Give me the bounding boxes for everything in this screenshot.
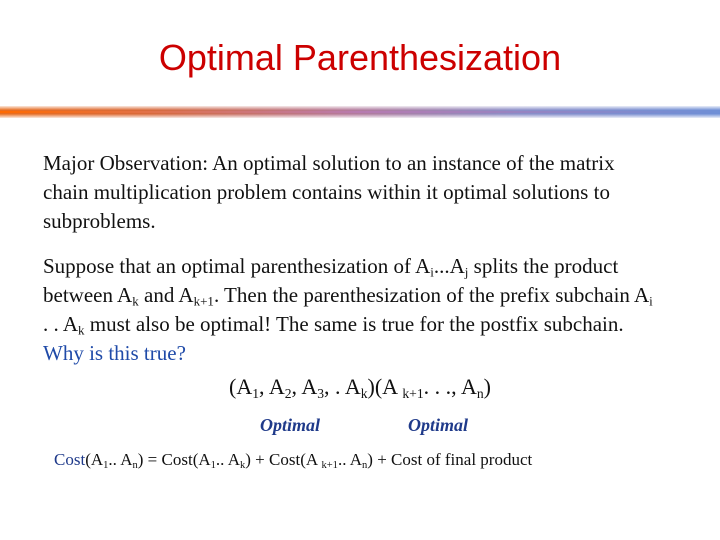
formula-part: , . A [324, 374, 361, 399]
cost-part: .. A [108, 450, 133, 469]
p2-sub-k: k [132, 293, 139, 309]
formula-sub: n [476, 385, 484, 401]
cost-part: (A [85, 450, 104, 469]
cost-equation [54, 449, 704, 471]
cost-sub: 1 [210, 459, 216, 471]
slide-title: Optimal Parenthesization [158, 37, 562, 78]
cost-part: ) + Cost of final product [367, 450, 533, 469]
p2-text-6: . . A [43, 312, 79, 336]
formula-sub: k [360, 385, 368, 401]
major-observation-paragraph: Major Observation: An optimal solution to an instance of the matrix chain multiplication problem contains within it optimal solutions to subproblems. [43, 151, 615, 233]
why-question: Why is this true? [43, 341, 186, 365]
formula-part: ) [483, 374, 491, 399]
p2-text-7: must also be optimal! The same is true for the postfix subchain. [84, 312, 624, 336]
p2-sub-j: j [464, 264, 469, 280]
cost-sub: k [240, 459, 246, 471]
cost-word: Cost [54, 450, 86, 469]
cost-sub: 1 [103, 459, 109, 471]
cost-sub: k+1 [321, 459, 338, 471]
p2-sub-k1: k+1 [193, 293, 214, 309]
cost-sub: n [132, 459, 138, 471]
formula-part: , A [291, 374, 318, 399]
formula-sub: k+1 [402, 385, 424, 401]
formula-part: )(A [367, 374, 403, 399]
title-divider-line [0, 111, 720, 113]
suppose-paragraph [43, 252, 663, 368]
formula-part: , A [259, 374, 285, 399]
p2-text-3: splits the product between A [43, 254, 619, 307]
p2-sub-i: i [430, 264, 434, 280]
formula-part: . . ., A [423, 374, 477, 399]
formula-sub: 3 [317, 385, 325, 401]
p2-sub-k2: k [78, 322, 85, 338]
formula-sub: 1 [252, 385, 260, 401]
chain-formula [0, 372, 720, 402]
cost-part: ) + Cost(A [245, 450, 322, 469]
p2-text-4: and A [138, 283, 194, 307]
cost-part: .. A [215, 450, 240, 469]
cost-sub: n [362, 459, 368, 471]
p2-text-1: Suppose that an optimal parenthesization of A [43, 254, 431, 278]
cost-part: ) = Cost(A [137, 450, 211, 469]
cost-part: .. A [337, 450, 363, 469]
p2-text-2: ...A [433, 254, 465, 278]
optimal-label-suffix: Optimal [408, 415, 469, 435]
p2-text-5: . Then the parenthesization of the prefix subchain A [213, 283, 650, 307]
formula-sub: 2 [284, 385, 292, 401]
optimal-label-prefix: Optimal [260, 415, 321, 435]
p2-sub-i2: i [649, 293, 653, 309]
formula-part: (A [229, 374, 253, 399]
